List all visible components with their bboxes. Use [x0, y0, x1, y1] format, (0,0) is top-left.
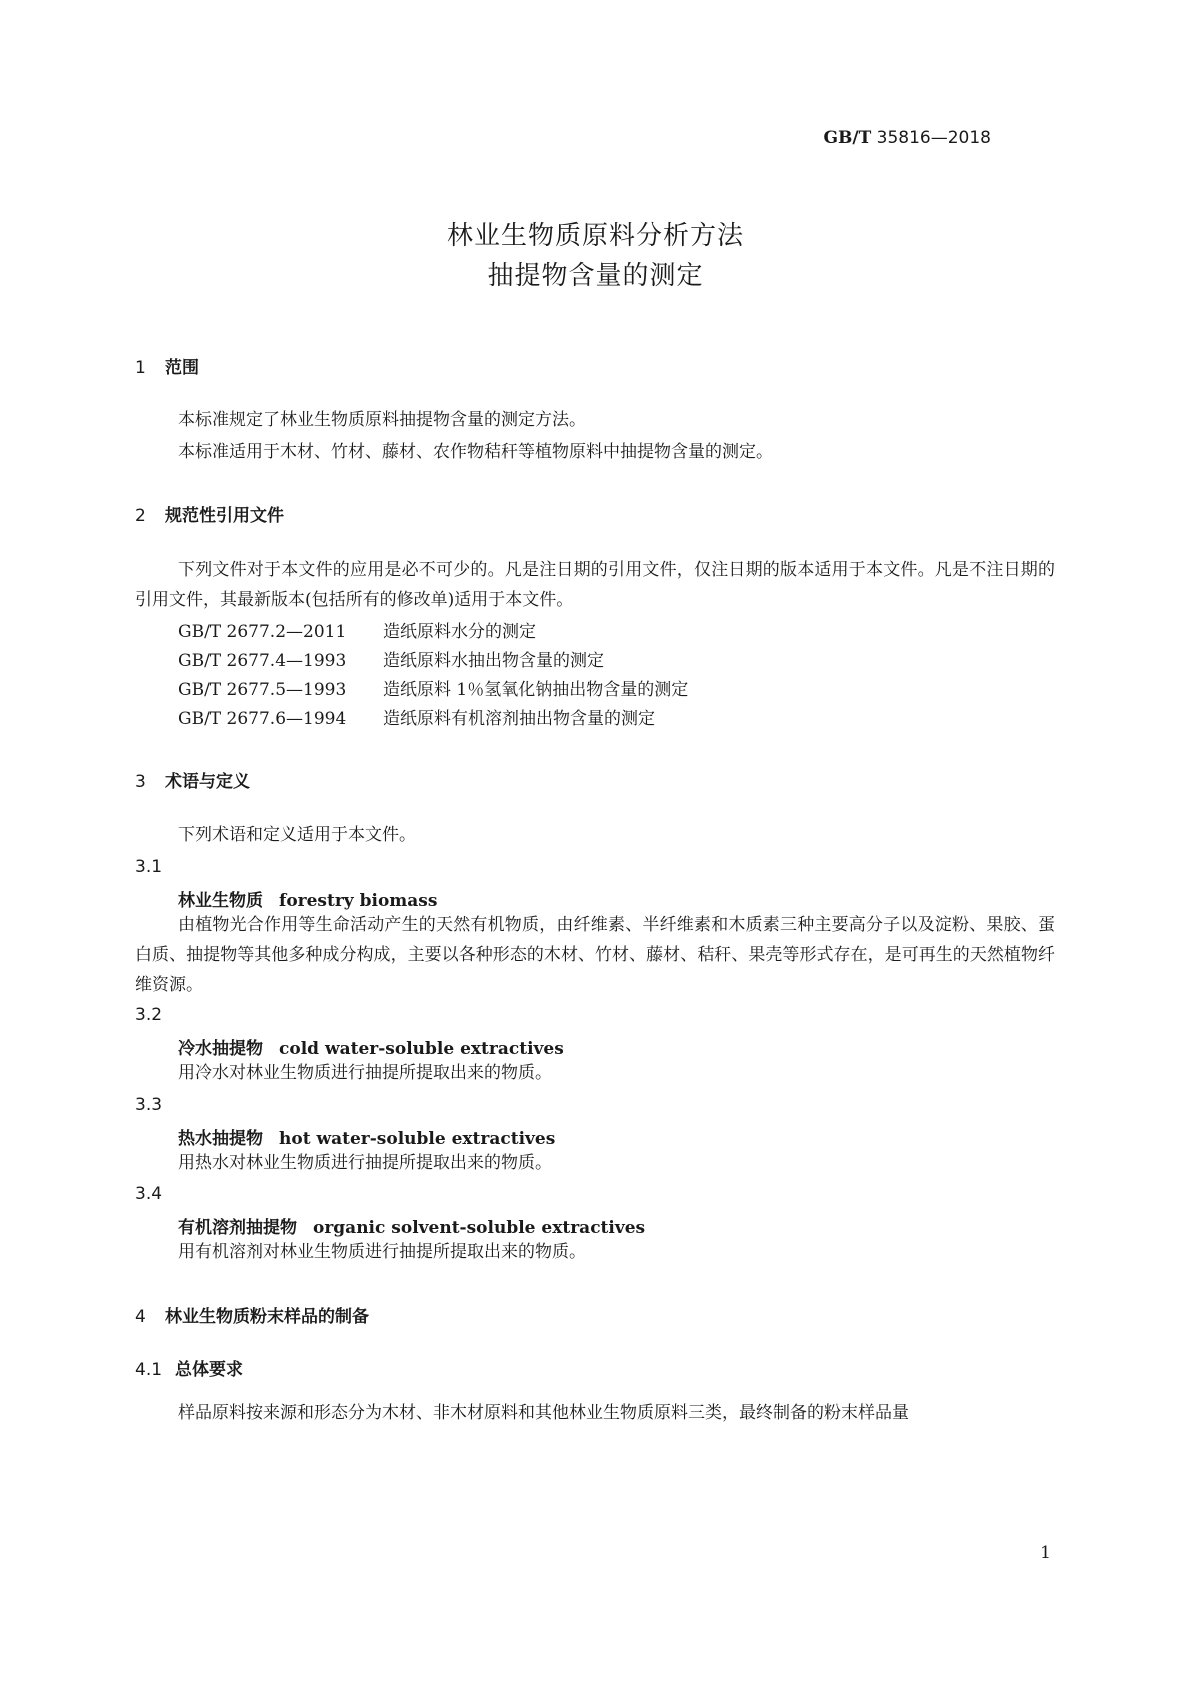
page-number: 1: [1040, 1543, 1051, 1563]
section-2-para-1: 下列文件对于本文件的应用是必不可少的。凡是注日期的引用文件，仅注日期的版本适用于本文件。凡是不注日期的引用文件，其最新版本(包括所有的修改单)适用于本文件。: [135, 560, 1055, 610]
section-4-heading: 4 林业生物质粉末样品的制备: [135, 1307, 369, 1327]
section-1-para-2: 本标准适用于木材、竹材、藤材、农作物秸秆等植物原料中抽提物含量的测定。: [178, 442, 773, 462]
term-definition: 用冷水对林业生物质进行抽提所提取出来的物质。: [178, 1063, 552, 1083]
term-number: 3.4: [135, 1184, 163, 1204]
section-1-para-1: 本标准规定了林业生物质原料抽提物含量的测定方法。: [178, 410, 586, 430]
term-definition: 由植物光合作用等生命活动产生的天然有机物质，由纤维素、半纤维素和木质素三种主要高分子以及淀粉、果胶、蛋白质、抽提物等其他多种成分构成，主要以各种形态的木材、竹材、藤材、秸秆、果壳等形式存在，是可再生的天然植物纤维资源。: [135, 915, 1055, 995]
section-2-heading: 2 规范性引用文件: [135, 506, 284, 526]
title-line-1: 林业生物质原料分析方法: [446, 221, 744, 251]
reference-item: GB/T 2677.6—1994 造纸原料有机溶剂抽出物含量的测定: [178, 709, 655, 729]
standard-code: GB/T 35816—2018: [823, 128, 991, 148]
term-title: 热水抽提物 hot water-soluble extractives: [178, 1129, 556, 1149]
term-title: 有机溶剂抽提物 organic solvent-soluble extractives: [178, 1218, 646, 1238]
section-4-1-heading: 4.1 总体要求: [135, 1360, 243, 1380]
title-line-2: 抽提物含量的测定: [487, 261, 704, 291]
section-3-para-1: 下列术语和定义适用于本文件。: [178, 825, 416, 845]
term-title: 林业生物质 forestry biomass: [178, 891, 438, 911]
reference-item: GB/T 2677.2—2011 造纸原料水分的测定: [178, 622, 536, 642]
section-1-heading: 1 范围: [135, 358, 199, 378]
section-4-1-para-1: 样品原料按来源和形态分为木材、非木材原料和其他林业生物质原料三类，最终制备的粉末样品量: [178, 1403, 909, 1423]
reference-item: GB/T 2677.4—1993 造纸原料水抽出物含量的测定: [178, 651, 604, 671]
term-number: 3.1: [135, 857, 163, 877]
term-definition: 用热水对林业生物质进行抽提所提取出来的物质。: [178, 1153, 552, 1173]
term-title: 冷水抽提物 cold water-soluble extractives: [178, 1039, 564, 1059]
term-number: 3.2: [135, 1005, 163, 1025]
term-definition: 用有机溶剂对林业生物质进行抽提所提取出来的物质。: [178, 1242, 586, 1262]
term-number: 3.3: [135, 1095, 163, 1115]
section-3-heading: 3 术语与定义: [135, 772, 250, 792]
reference-item: GB/T 2677.5—1993 造纸原料 1％氢氧化钠抽出物含量的测定: [178, 680, 689, 700]
